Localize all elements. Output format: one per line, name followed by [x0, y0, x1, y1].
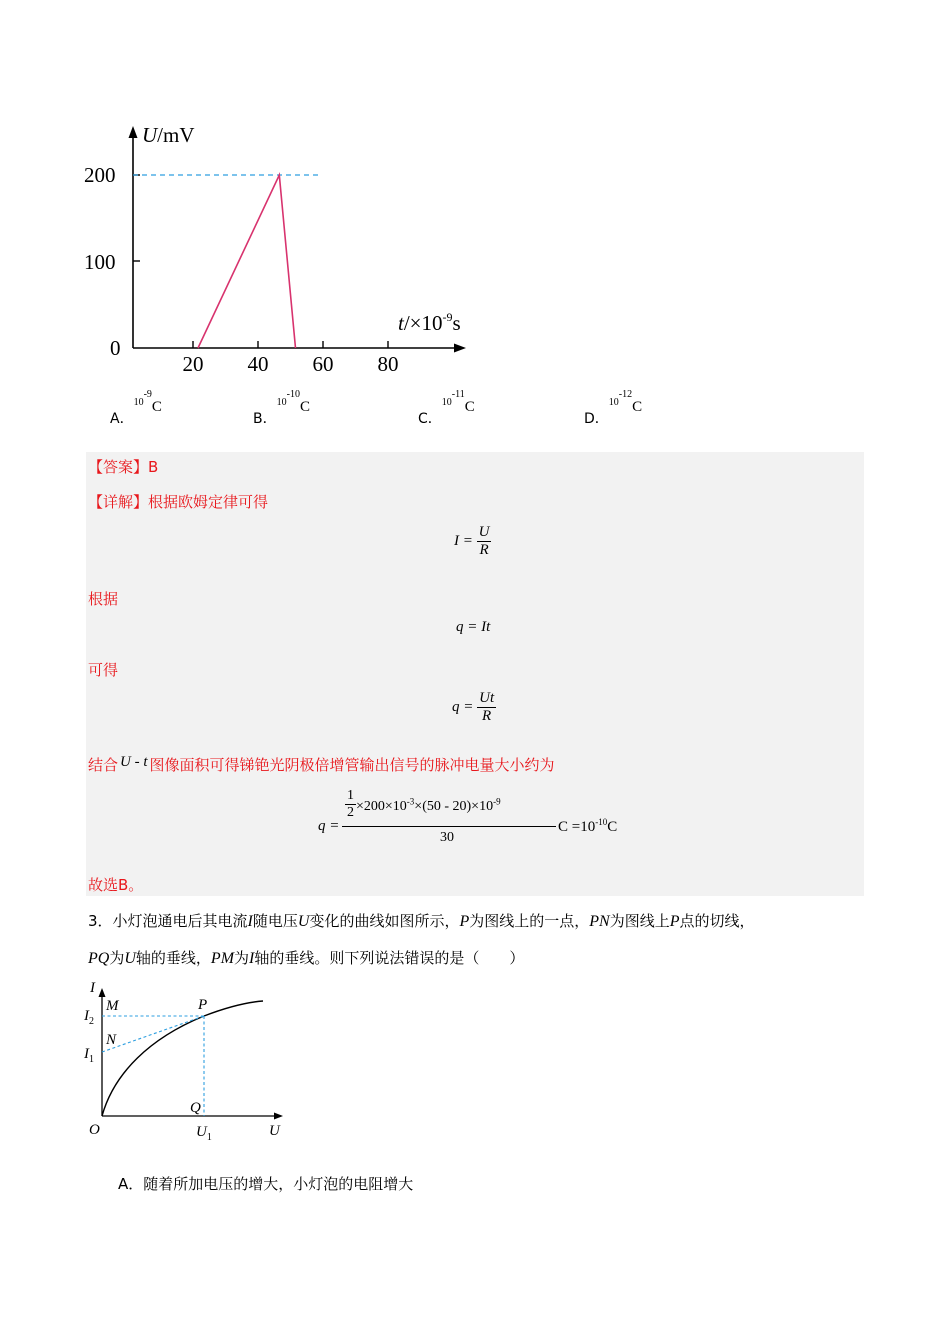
option-a[interactable]: [110, 389, 162, 427]
detail-line: 【详解】根据欧姆定律可得: [88, 493, 269, 511]
kede-text: 可得: [88, 661, 119, 679]
u-axis-arrow: [274, 1113, 283, 1120]
combine-line: 结合 U - t 图像面积可得锑铯光阴极倍增管输出信号的脉冲电量大小约为: [88, 754, 555, 774]
i-u-curve: [102, 1001, 263, 1116]
option-letter: A．: [110, 411, 134, 427]
option-letter: C．: [418, 411, 442, 427]
current-voltage-diagram: [80, 978, 300, 1146]
voltage-time-chart: [84, 120, 490, 380]
x-tick-label-40: 40: [247, 352, 269, 376]
label-i2: $I_2$: [84, 1008, 94, 1027]
option-letter: D．: [584, 411, 609, 427]
x-axis-arrow: [454, 344, 466, 353]
equation-charge: q = It: [456, 619, 491, 635]
y-axis-label: U/mV: [142, 123, 195, 147]
option-value: $^{10-12}$C: [608, 389, 643, 415]
label-o: O: [89, 1122, 100, 1138]
answer-line: 【答案】B: [88, 458, 159, 476]
label-q: Q: [190, 1100, 201, 1116]
label-p: P: [198, 997, 208, 1013]
option-c[interactable]: [418, 389, 475, 427]
label-i1: $I_1$: [84, 1046, 94, 1065]
option-b[interactable]: [253, 389, 310, 427]
y-tick-label-100: 100: [84, 250, 116, 274]
i-axis-arrow: [99, 988, 106, 997]
series-line: [198, 175, 296, 348]
conclusion-line: 故选B。: [88, 876, 144, 894]
label-u1: $U_1$: [196, 1124, 212, 1143]
y-axis-arrow: [129, 126, 138, 138]
pn-tangent-line: [102, 1016, 204, 1052]
x-tick-label-60: 60: [312, 352, 334, 376]
x-axis-label: $t/\times 10^{-9}s$: [398, 310, 461, 335]
x-tick-label-80: 80: [377, 352, 399, 376]
equation-ohms-law: I = $\frac{U}{R}$: [454, 524, 490, 558]
equation-charge-ut-r: q = $\frac{Ut}{R}$: [452, 690, 495, 724]
option-letter: B．: [253, 411, 277, 427]
y-tick-label-0: 0: [110, 336, 121, 360]
genju-text: 根据: [88, 590, 119, 608]
option-d[interactable]: [584, 389, 643, 427]
label-i-axis: I: [90, 980, 95, 996]
label-n: N: [106, 1032, 117, 1048]
option-value: $^{10-10}$C: [276, 389, 310, 415]
question-3-option-a[interactable]: A．随着所加电压的增大，小灯泡的电阻增大: [118, 1175, 414, 1193]
label-u-axis: U: [269, 1123, 280, 1139]
option-value: $^{10-9}$C: [133, 389, 162, 415]
equation-result: q = $\frac{1}{2}$ $\times 200\times 10^{-3}\times(50 - 20)\times 10^{-9}$ 30 $C =10^{-10}C$: [318, 788, 618, 845]
y-tick-label-200: 200: [84, 163, 116, 187]
option-value: $^{10-11}$C: [441, 389, 475, 415]
question-3-line-2: PQ为U轴的垂线，PM为I轴的垂线。则下列说法错误的是（ ）: [88, 949, 525, 967]
x-tick-label-20: 20: [182, 352, 204, 376]
question-3-line-1: 3．小灯泡通电后其电流I随电压U变化的曲线如图所示，P为图线上的一点，PN为图线上P点的切线，: [88, 912, 755, 930]
label-m: M: [106, 998, 119, 1014]
